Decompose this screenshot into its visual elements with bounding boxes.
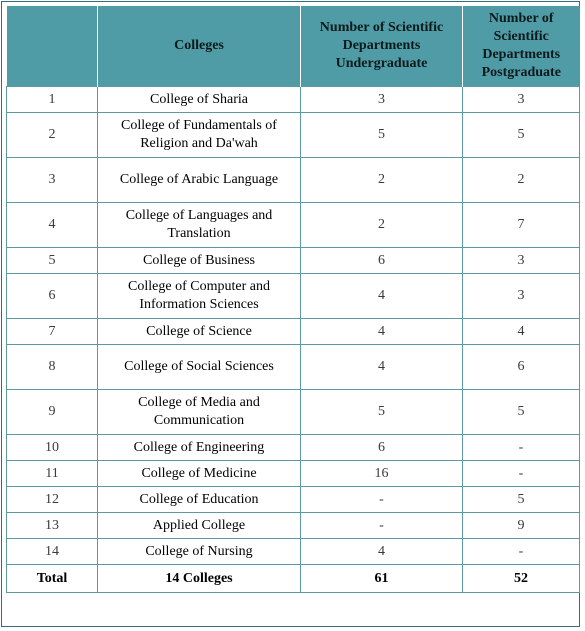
undergraduate-count: 4 [301, 345, 463, 390]
college-name: College of Engineering [98, 435, 301, 461]
colleges-table [6, 6, 580, 593]
undergraduate-count: 5 [301, 390, 463, 435]
total-row [7, 565, 580, 593]
total-undergraduate: 61 [301, 565, 463, 593]
header-number [7, 6, 98, 87]
row-number: 1 [7, 87, 98, 113]
undergraduate-count: 4 [301, 539, 463, 565]
undergraduate-count: 4 [301, 319, 463, 345]
postgraduate-count: - [463, 461, 580, 487]
row-number: 11 [7, 461, 98, 487]
postgraduate-count: 5 [463, 390, 580, 435]
table-row [7, 274, 580, 319]
college-name: College of Medicine [98, 461, 301, 487]
table-row [7, 461, 580, 487]
college-name: College of Computer and Information Sciences [98, 274, 301, 319]
undergraduate-count: 6 [301, 248, 463, 274]
row-number: 10 [7, 435, 98, 461]
row-number: 7 [7, 319, 98, 345]
college-name: College of Business [98, 248, 301, 274]
undergraduate-count: 5 [301, 113, 463, 158]
row-number: 12 [7, 487, 98, 513]
undergraduate-count: - [301, 487, 463, 513]
postgraduate-count: 3 [463, 274, 580, 319]
postgraduate-count: 5 [463, 487, 580, 513]
header-colleges: Colleges [98, 6, 301, 87]
postgraduate-count: 5 [463, 113, 580, 158]
undergraduate-count: 16 [301, 461, 463, 487]
table-row [7, 539, 580, 565]
postgraduate-count: 9 [463, 513, 580, 539]
undergraduate-count: - [301, 513, 463, 539]
table-row [7, 248, 580, 274]
postgraduate-count: 3 [463, 87, 580, 113]
postgraduate-count: 4 [463, 319, 580, 345]
table-row [7, 390, 580, 435]
row-number: 9 [7, 390, 98, 435]
row-number: 2 [7, 113, 98, 158]
table-row [7, 345, 580, 390]
row-number: 14 [7, 539, 98, 565]
table-row [7, 319, 580, 345]
college-name: College of Sharia [98, 87, 301, 113]
postgraduate-count: - [463, 539, 580, 565]
undergraduate-count: 3 [301, 87, 463, 113]
header-row [7, 6, 580, 87]
table-frame [1, 1, 580, 627]
row-number: 3 [7, 158, 98, 203]
total-colleges: 14 Colleges [98, 565, 301, 593]
header-undergraduate: Number of Scientific Departments Undergraduate [301, 6, 463, 87]
postgraduate-count: 3 [463, 248, 580, 274]
college-name: College of Education [98, 487, 301, 513]
college-name: College of Social Sciences [98, 345, 301, 390]
table-row [7, 87, 580, 113]
table-row [7, 203, 580, 248]
row-number: 6 [7, 274, 98, 319]
undergraduate-count: 4 [301, 274, 463, 319]
college-name: Applied College [98, 513, 301, 539]
header-postgraduate: Number of Scientific Departments Postgraduate [463, 6, 580, 87]
undergraduate-count: 2 [301, 158, 463, 203]
table-row [7, 435, 580, 461]
undergraduate-count: 2 [301, 203, 463, 248]
table-row [7, 158, 580, 203]
row-number: 8 [7, 345, 98, 390]
college-name: College of Science [98, 319, 301, 345]
postgraduate-count: - [463, 435, 580, 461]
postgraduate-count: 6 [463, 345, 580, 390]
table-row [7, 113, 580, 158]
total-label: Total [7, 565, 98, 593]
college-name: College of Fundamentals of Religion and Da'wah [98, 113, 301, 158]
postgraduate-count: 2 [463, 158, 580, 203]
row-number: 4 [7, 203, 98, 248]
college-name: College of Languages and Translation [98, 203, 301, 248]
postgraduate-count: 7 [463, 203, 580, 248]
college-name: College of Media and Communication [98, 390, 301, 435]
row-number: 13 [7, 513, 98, 539]
college-name: College of Nursing [98, 539, 301, 565]
row-number: 5 [7, 248, 98, 274]
college-name: College of Arabic Language [98, 158, 301, 203]
total-postgraduate: 52 [463, 565, 580, 593]
undergraduate-count: 6 [301, 435, 463, 461]
table-row [7, 513, 580, 539]
table-row [7, 487, 580, 513]
